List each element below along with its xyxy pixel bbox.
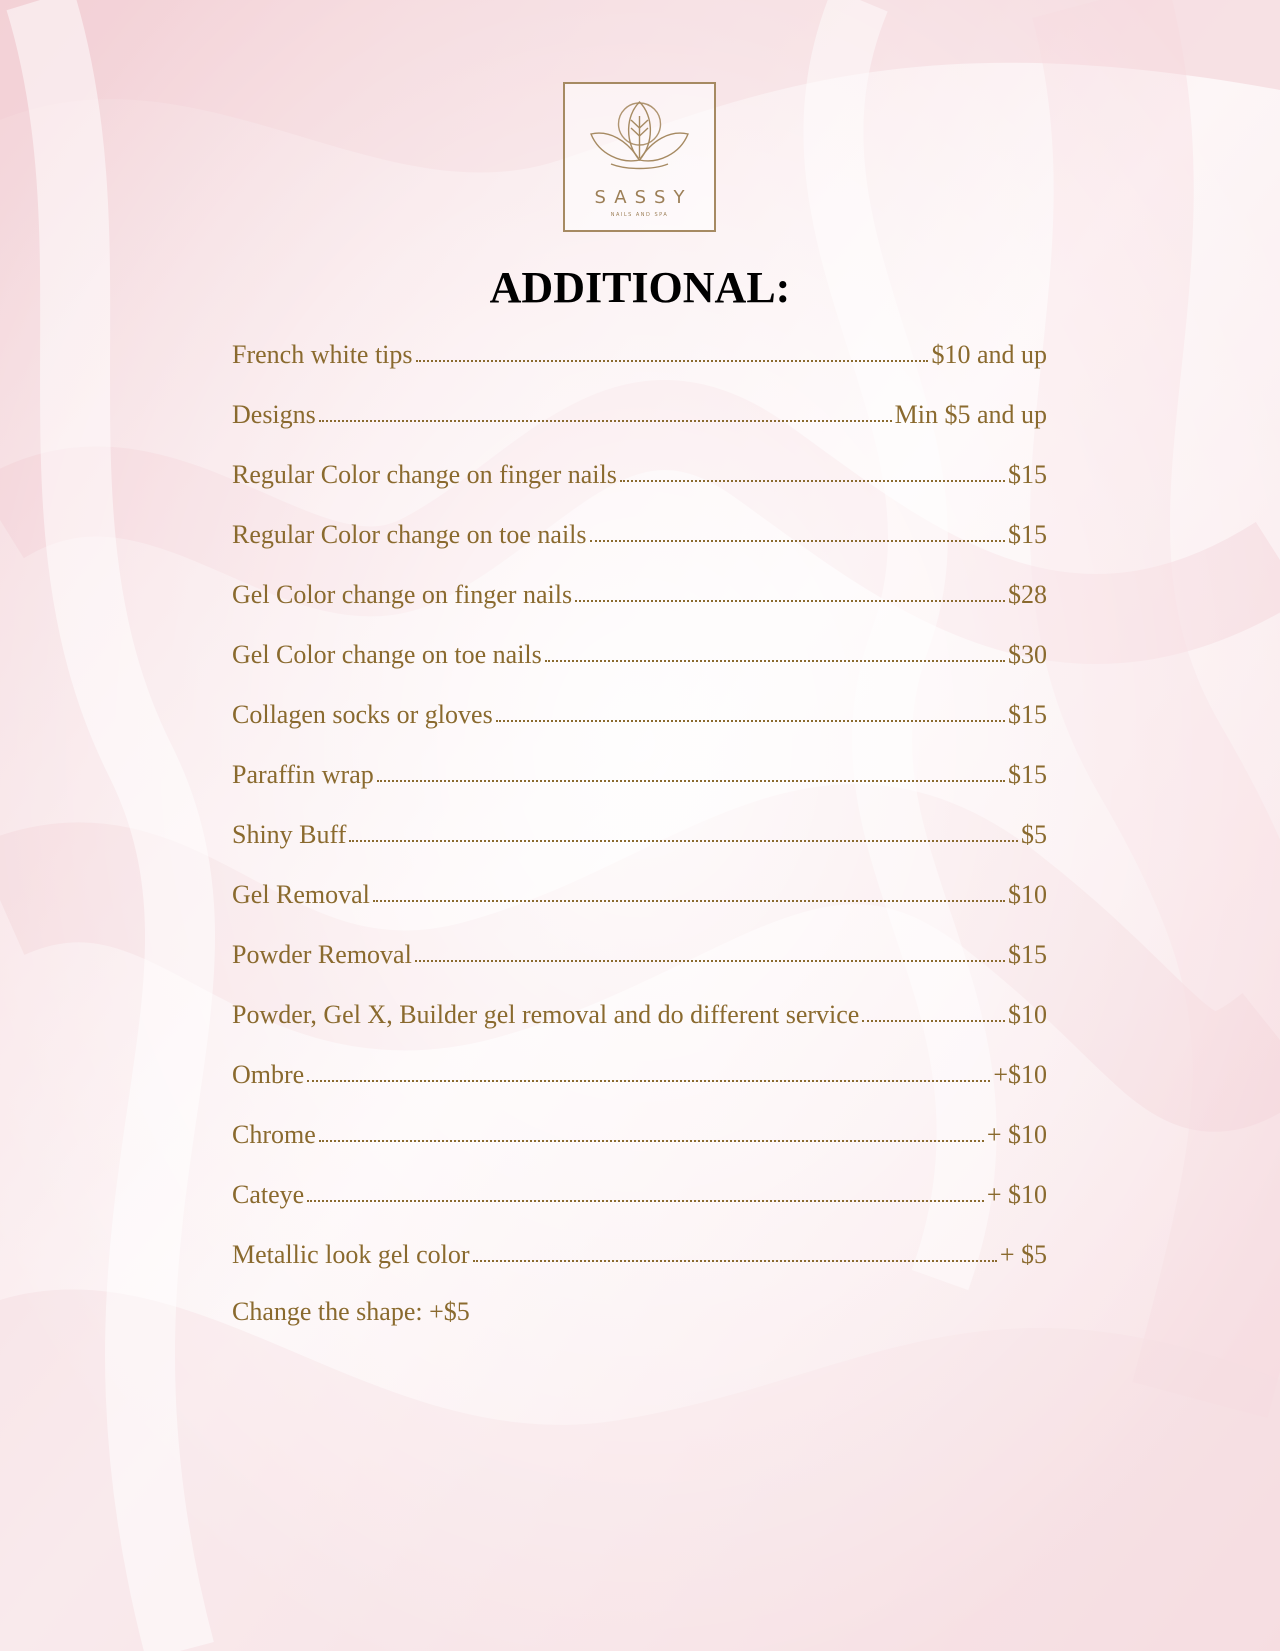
service-name: Collagen socks or gloves xyxy=(232,700,493,729)
service-name: Gel Color change on toe nails xyxy=(232,640,542,669)
lotus-icon xyxy=(581,94,698,176)
brand-name: SASSY xyxy=(594,187,693,208)
service-price: $15 xyxy=(1008,700,1047,729)
dotted-leader xyxy=(307,1080,990,1082)
logo xyxy=(563,82,716,232)
service-price: $5 xyxy=(1021,820,1047,849)
price-list-item xyxy=(232,456,1047,490)
shape-change-note: Change the shape: +$5 xyxy=(232,1297,470,1326)
price-list-item xyxy=(232,816,1047,850)
dotted-leader xyxy=(349,840,1018,842)
dotted-leader xyxy=(377,780,1005,782)
price-list-item xyxy=(232,1176,1047,1210)
dotted-leader xyxy=(862,1020,1005,1022)
dotted-leader xyxy=(473,1260,997,1262)
service-price: + $10 xyxy=(986,1180,1047,1209)
service-name: Powder, Gel X, Builder gel removal and do different service xyxy=(232,1000,860,1029)
price-list-item xyxy=(232,1056,1047,1090)
service-price: Min $5 and up xyxy=(894,400,1047,429)
brand-tagline: NAILS AND SPA xyxy=(610,212,669,218)
price-list-item xyxy=(232,996,1047,1030)
service-name: French white tips xyxy=(232,340,413,369)
dotted-leader xyxy=(590,540,1005,542)
service-price: +$10 xyxy=(993,1060,1047,1089)
price-list-item xyxy=(232,876,1047,910)
service-price: $15 xyxy=(1008,460,1047,489)
dotted-leader xyxy=(416,360,929,362)
dotted-leader xyxy=(415,960,1005,962)
price-list-item xyxy=(232,516,1047,550)
service-name: Metallic look gel color xyxy=(232,1240,470,1269)
service-price: $10 xyxy=(1008,1000,1047,1029)
dotted-leader xyxy=(319,420,892,422)
service-price: $28 xyxy=(1008,580,1047,609)
page-title: ADDITIONAL: xyxy=(489,263,791,312)
service-price: $15 xyxy=(1008,520,1047,549)
dotted-leader xyxy=(307,1200,984,1202)
service-name: Regular Color change on toe nails xyxy=(232,520,587,549)
dotted-leader xyxy=(545,660,1005,662)
service-name: Paraffin wrap xyxy=(232,760,374,789)
dotted-leader xyxy=(496,720,1005,722)
service-name: Shiny Buff xyxy=(232,820,347,849)
service-price: $15 xyxy=(1008,760,1047,789)
service-price: $10 xyxy=(1008,880,1047,909)
price-list-item xyxy=(232,756,1047,790)
service-name: Gel Color change on finger nails xyxy=(232,580,573,609)
service-price: + $5 xyxy=(999,1240,1047,1269)
service-price: + $10 xyxy=(986,1120,1047,1149)
service-price: $30 xyxy=(1008,640,1047,669)
service-name: Powder Removal xyxy=(232,940,412,969)
service-name: Chrome xyxy=(232,1120,316,1149)
dotted-leader xyxy=(620,480,1005,482)
service-name: Cateye xyxy=(232,1180,305,1209)
price-list-item xyxy=(232,936,1047,970)
service-name: Ombre xyxy=(232,1060,305,1089)
dotted-leader xyxy=(319,1140,984,1142)
service-name: Designs xyxy=(232,400,316,429)
price-list-item xyxy=(232,636,1047,670)
price-list-item xyxy=(232,396,1047,430)
service-name: Regular Color change on finger nails xyxy=(232,460,617,489)
service-name: Gel Removal xyxy=(232,880,370,909)
dotted-leader xyxy=(575,600,1005,602)
price-list-item xyxy=(232,1236,1047,1270)
dotted-leader xyxy=(373,900,1005,902)
price-list-item xyxy=(232,696,1047,730)
service-price: $10 and up xyxy=(931,340,1047,369)
price-list-item xyxy=(232,336,1047,370)
price-list-item xyxy=(232,1116,1047,1150)
price-list-item xyxy=(232,576,1047,610)
service-price: $15 xyxy=(1008,940,1047,969)
